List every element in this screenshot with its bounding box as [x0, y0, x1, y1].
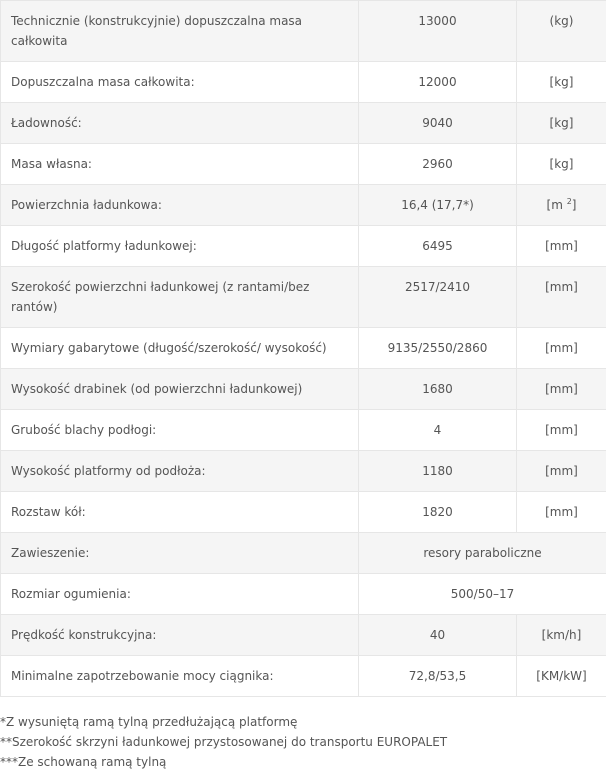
row-unit: [kg]: [517, 144, 606, 185]
row-label: Zawieszenie:: [1, 533, 359, 574]
row-label: Grubość blachy podłogi:: [1, 410, 359, 451]
row-label: Ładowność:: [1, 103, 359, 144]
table-row: [1, 267, 606, 328]
row-unit: [kg]: [517, 103, 606, 144]
row-unit: [KM/kW]: [517, 656, 606, 697]
row-unit: [kg]: [517, 62, 606, 103]
row-value: 2517/2410: [359, 267, 517, 328]
row-unit: [mm]: [517, 369, 606, 410]
row-label: Technicznie (konstrukcyjnie) dopuszczalna masa całkowita: [1, 1, 359, 62]
row-value: 16,4 (17,7*): [359, 185, 517, 226]
row-value: resory paraboliczne: [359, 533, 606, 574]
row-label: Wysokość drabinek (od powierzchni ładunkowej): [1, 369, 359, 410]
table-row: [1, 615, 606, 656]
row-value: 9135/2550/2860: [359, 328, 517, 369]
row-label: Rozstaw kół:: [1, 492, 359, 533]
row-unit: [mm]: [517, 492, 606, 533]
row-label: Wymiary gabarytowe (długość/szerokość/ wysokość): [1, 328, 359, 369]
row-value: 1180: [359, 451, 517, 492]
unit-superscript: 2: [566, 197, 572, 206]
table-row: [1, 62, 606, 103]
row-value: 1680: [359, 369, 517, 410]
row-label: Masa własna:: [1, 144, 359, 185]
row-value: 2960: [359, 144, 517, 185]
row-unit: (kg): [517, 1, 606, 62]
row-value: 9040: [359, 103, 517, 144]
row-unit: [mm]: [517, 226, 606, 267]
row-unit: [mm]: [517, 410, 606, 451]
row-label: Rozmiar ogumienia:: [1, 574, 359, 615]
table-row: [1, 369, 606, 410]
table-row: [1, 144, 606, 185]
footnote: *Z wysuniętą ramą tylną przedłużającą platformę: [0, 715, 298, 729]
row-label: Prędkość konstrukcyjna:: [1, 615, 359, 656]
table-row: [1, 656, 606, 697]
row-value: 13000: [359, 1, 517, 62]
table-row: [1, 226, 606, 267]
table-row: [1, 410, 606, 451]
row-unit: [mm]: [517, 451, 606, 492]
table-row: [1, 185, 606, 226]
row-label: Długość platformy ładunkowej:: [1, 226, 359, 267]
row-label: Wysokość platformy od podłoża:: [1, 451, 359, 492]
row-value: 1820: [359, 492, 517, 533]
row-label: Powierzchnia ładunkowa:: [1, 185, 359, 226]
row-value: 40: [359, 615, 517, 656]
table-row: [1, 492, 606, 533]
unit-base: [m: [546, 198, 567, 212]
row-value: 6495: [359, 226, 517, 267]
table-row: [1, 1, 606, 62]
row-unit: [mm]: [517, 267, 606, 328]
row-value: 12000: [359, 62, 517, 103]
footnote: **Szerokość skrzyni ładunkowej przystosowanej do transportu EUROPALET: [0, 735, 448, 749]
table-row: [1, 574, 606, 615]
table-row: [1, 451, 606, 492]
table-row: [1, 103, 606, 144]
row-label: Dopuszczalna masa całkowita:: [1, 62, 359, 103]
row-value: 4: [359, 410, 517, 451]
footnotes: [0, 697, 606, 772]
row-value: 500/50–17: [359, 574, 606, 615]
row-unit: [517, 185, 606, 226]
row-label: Minimalne zapotrzebowanie mocy ciągnika:: [1, 656, 359, 697]
row-unit: [mm]: [517, 328, 606, 369]
table-row: [1, 328, 606, 369]
row-label: Szerokość powierzchni ładunkowej (z rantami/bez rantów): [1, 267, 359, 328]
row-unit: [km/h]: [517, 615, 606, 656]
row-value: 72,8/53,5: [359, 656, 517, 697]
table-row: [1, 533, 606, 574]
footnote: ***Ze schowaną ramą tylną: [0, 755, 167, 769]
unit-end: ]: [571, 198, 577, 212]
